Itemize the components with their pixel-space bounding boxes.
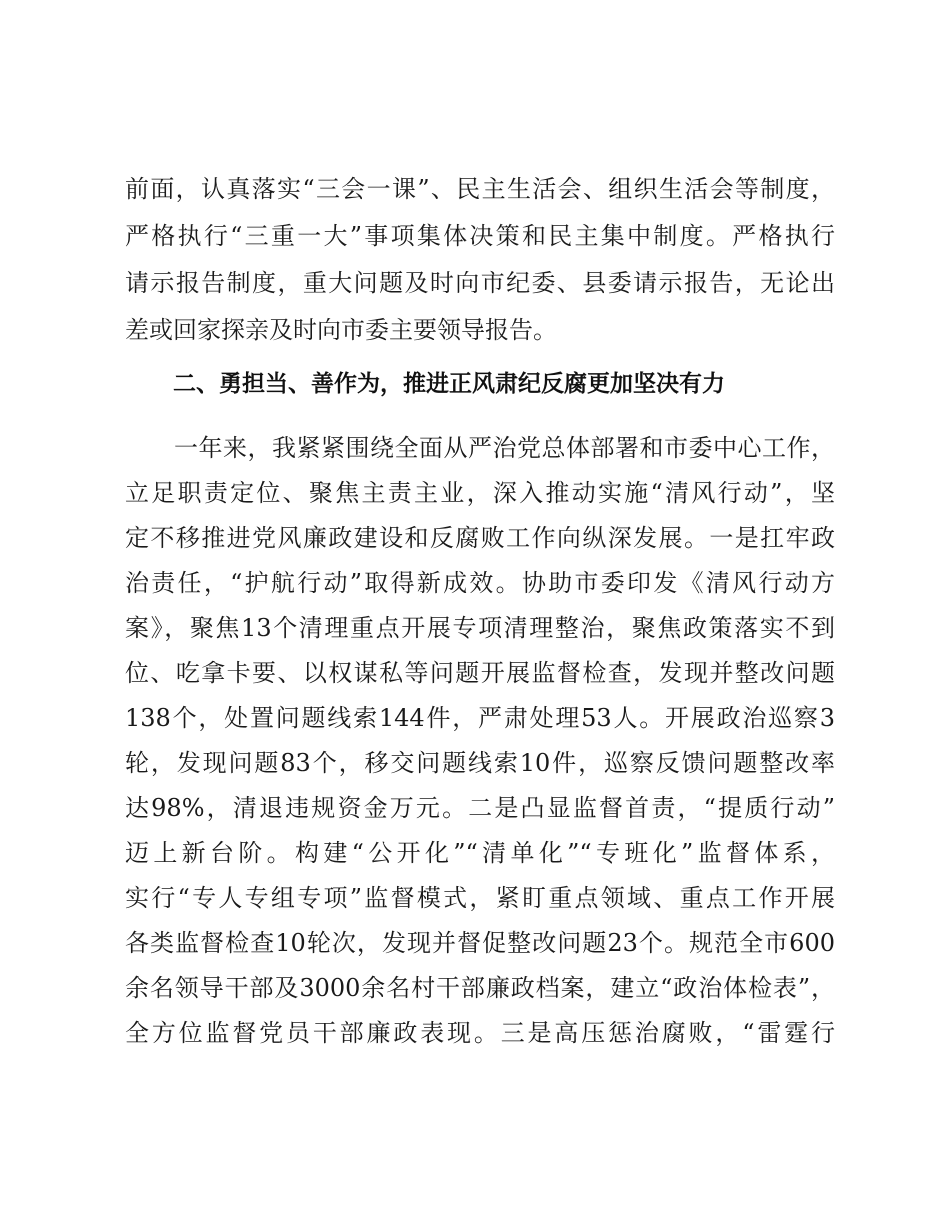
paragraph-2-line-8: 轮，发现问题83个，移交问题线索10件，巡察反馈问题整改率 <box>125 749 835 777</box>
paragraph-2-line-13: 余名领导干部及3000余名村干部廉政档案，建立“政治体检表”， <box>125 974 835 1002</box>
paragraph-2-line-7: 138个，处置问题线索144件，严肃处理53人。开展政治巡察3 <box>125 704 835 732</box>
paragraph-2-line-12: 各类监督检查10轮次，发现并督促整改问题23个。规范全市600 <box>125 929 835 957</box>
paragraph-2-line-4: 治责任，“护航行动”取得新成效。协助市委印发《清风行动方 <box>125 569 835 597</box>
paragraph-1-line-3: 请示报告制度，重大问题及时向市纪委、县委请示报告，无论出 <box>125 269 835 297</box>
paragraph-1-line-1: 前面，认真落实“三会一课”、民主生活会、组织生活会等制度， <box>125 175 835 203</box>
paragraph-1-line-2: 严格执行“三重一大”事项集体决策和民主集中制度。严格执行 <box>125 222 835 250</box>
paragraph-2-line-3: 定不移推进党风廉政建设和反腐败工作向纵深发展。一是扛牢政 <box>125 524 835 552</box>
section-heading: 二、勇担当、善作为，推进正风肃纪反腐更加坚决有力 <box>173 371 725 397</box>
paragraph-2-line-6: 位、吃拿卡要、以权谋私等问题开展监督检查，发现并整改问题 <box>125 659 835 687</box>
paragraph-2-line-2: 立足职责定位、聚焦主责主业，深入推动实施“清风行动”，坚 <box>125 479 835 507</box>
paragraph-2-line-14: 全方位监督党员干部廉政表现。三是高压惩治腐败，“雷霆行 <box>125 1019 835 1047</box>
paragraph-2-line-11: 实行“专人专组专项”监督模式，紧盯重点领域、重点工作开展 <box>125 884 835 912</box>
paragraph-2-line-9: 达98%，清退违规资金万元。二是凸显监督首责，“提质行动” <box>125 794 835 822</box>
paragraph-2-line-5: 案》，聚焦13个清理重点开展专项清理整治，聚焦政策落实不到 <box>125 614 835 642</box>
paragraph-1-line-4: 差或回家探亲及时向市委主要领导报告。 <box>125 316 557 344</box>
paragraph-2-line-10: 迈上新台阶。构建“公开化”“清单化”“专班化”监督体系， <box>125 839 835 867</box>
paragraph-2-line-1: 一年来，我紧紧围绕全面从严治党总体部署和市委中心工作， <box>125 434 835 462</box>
